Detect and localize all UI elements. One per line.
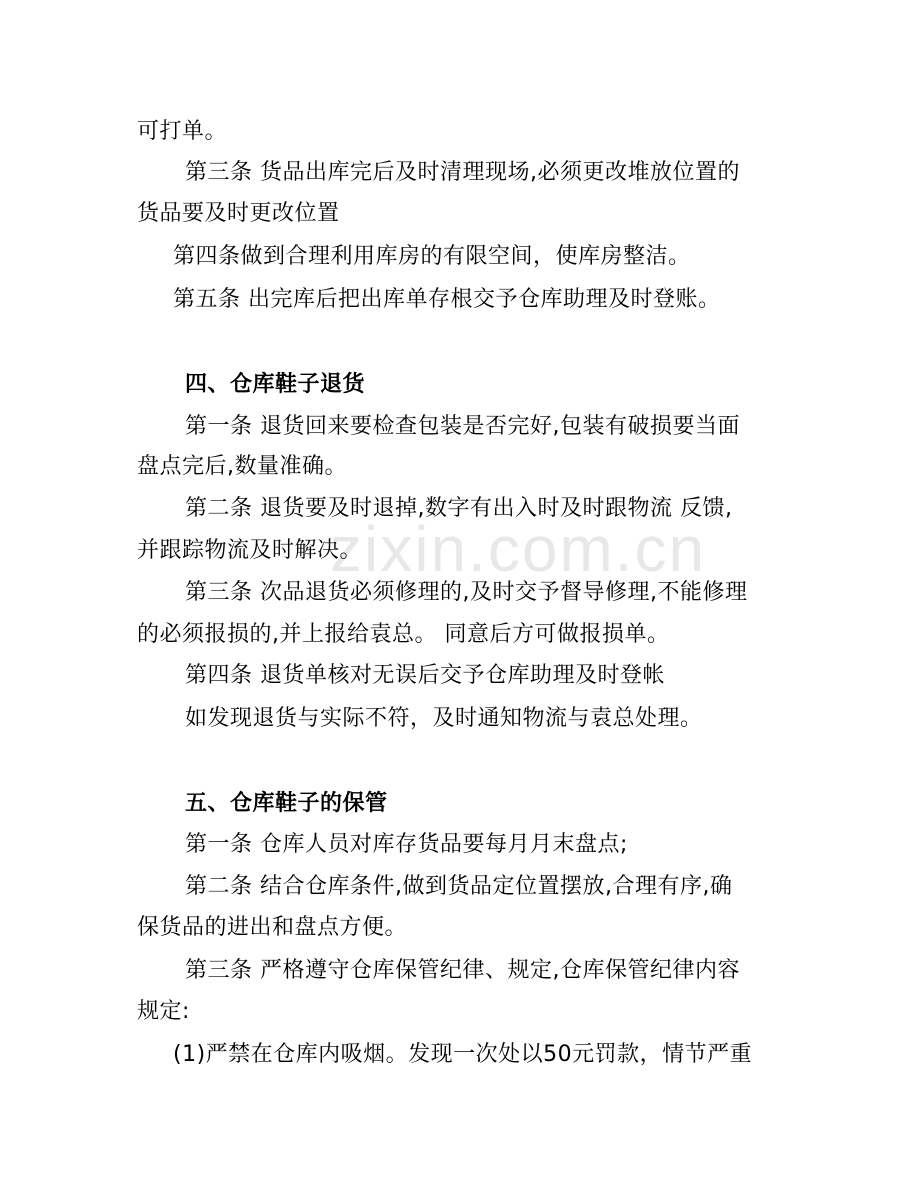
text-line: 并跟踪物流及时解决。	[137, 538, 363, 563]
text-line: 规定:	[137, 999, 190, 1024]
text-line: 可打单。	[137, 119, 228, 144]
text-line: 第二条 结合仓库条件,做到货品定位置摆放,合理有序,确	[185, 874, 733, 899]
section-heading: 五、仓库鞋子的保管	[185, 791, 388, 816]
text-line: 第四条做到合理利用库房的有限空间，使库房整洁。	[173, 244, 691, 269]
text-line: 第二条 退货要及时退掉,数字有出入时及时跟物流 反馈,	[185, 496, 733, 521]
text-line: 第五条 出完库后把出库单存根交予仓库助理及时登账。	[173, 287, 721, 312]
text-line: 如发现退货与实际不符，及时通知物流与袁总处理。	[185, 706, 703, 731]
text-line: 第四条 退货单核对无误后交予仓库助理及时登帐	[185, 663, 665, 688]
text-line: 第一条 仓库人员对库存货品要每月月末盘点;	[185, 832, 628, 857]
text-line: 的必须报损的,并上报给袁总。 同意后方可做报损单。	[137, 622, 670, 647]
text-line: 第三条 严格遵守仓库保管纪律、规定,仓库保管纪律内容	[185, 958, 740, 983]
text-line: 盘点完后,数量准确。	[137, 454, 347, 479]
text-line: (1)严禁在仓库内吸烟。发现一次处以50元罚款，情节严重	[173, 1042, 753, 1067]
text-line: 第一条 退货回来要检查包装是否完好,包装有破损要当面	[185, 414, 740, 439]
text-line: 货品要及时更改位置	[137, 201, 340, 226]
text-line: 第三条 次品退货必须修理的,及时交予督导修理,不能修理	[185, 580, 748, 605]
text-line: 保货品的进出和盘点方便。	[137, 915, 408, 940]
section-heading: 四、仓库鞋子退货	[185, 372, 366, 397]
text-line: 第三条 货品出库完后及时清理现场,必须更改堆放位置的	[185, 160, 740, 185]
watermark: zixin.com.cn	[330, 513, 707, 585]
